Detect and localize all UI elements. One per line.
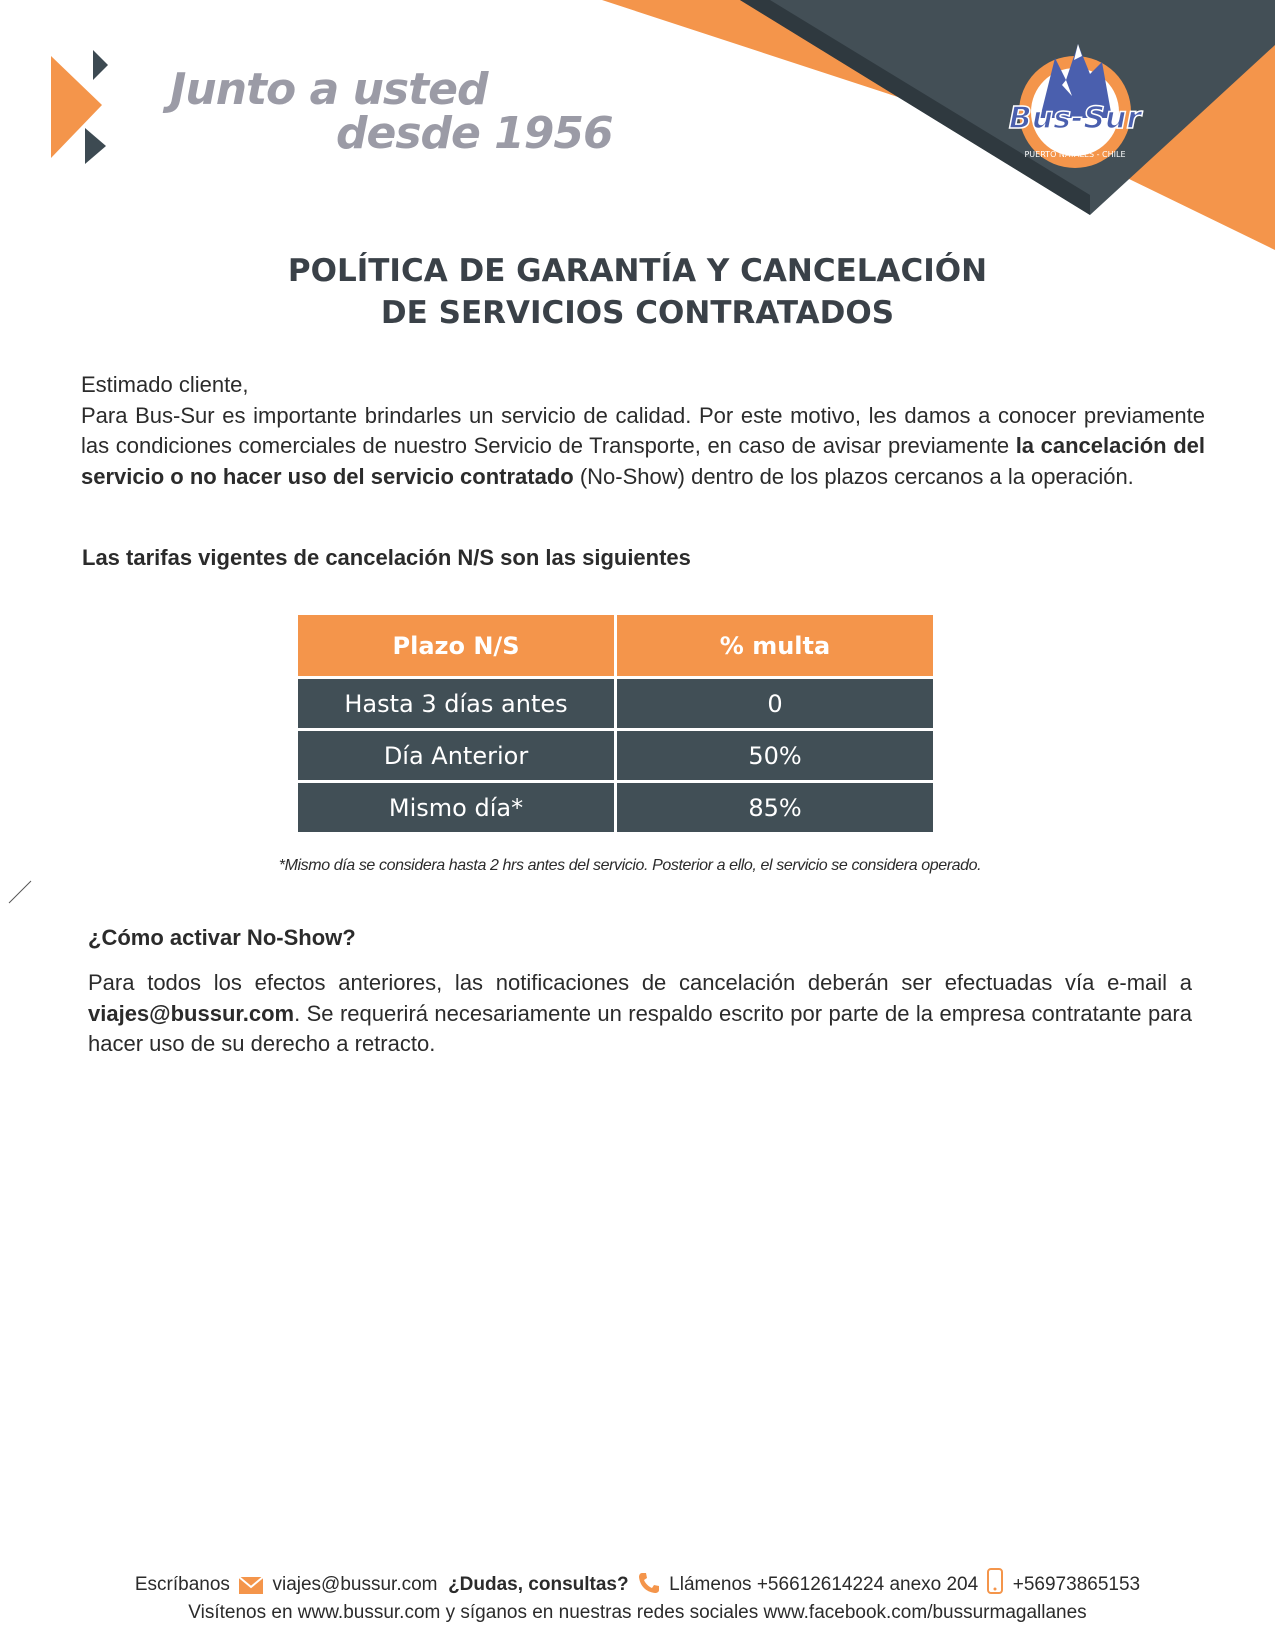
noshow-paragraph (88, 968, 1192, 1060)
table-row (298, 783, 933, 832)
cell-multa: 0 (617, 679, 933, 728)
title-line2: DE SERVICIOS CONTRATADOS (380, 295, 895, 331)
column-header-plazo: Plazo N/S (298, 615, 614, 676)
footer-questions: ¿Dudas, consultas? (448, 1574, 629, 1595)
tarifas-table (295, 612, 936, 835)
table-footnote: *Mismo día se considera hasta 2 hrs antes del servicio. Posterior a ello, el servicio se considera operado. (278, 857, 982, 874)
dark-triangle-top (93, 50, 108, 80)
cell-plazo: Hasta 3 días antes (298, 679, 614, 728)
dark-triangle-bottom (85, 128, 106, 164)
cell-multa: 50% (617, 731, 933, 780)
footer-mobile[interactable]: +56973865153 (1012, 1574, 1141, 1595)
column-header-multa: % multa (617, 615, 933, 676)
greeting: Estimado cliente, (81, 372, 249, 397)
title-line1: POLÍTICA DE GARANTÍA Y CANCELACIÓN (287, 253, 988, 289)
table-row (298, 731, 933, 780)
footer-contact-line (0, 1568, 1275, 1599)
footer-social-line: Visítenos en www.bussur.com y síganos en nuestras redes sociales www.facebook.com/bussurmagallanes (188, 1602, 1087, 1623)
tarifas-heading: Las tarifas vigentes de cancelación N/S son las siguientes (82, 545, 691, 570)
footer-email-link[interactable]: viajes@bussur.com (272, 1574, 438, 1595)
tagline (170, 64, 613, 159)
page-title (0, 250, 1275, 334)
footer-write-label: Escríbanos (134, 1574, 230, 1595)
logo-subtext: PUERTO NATALES - CHILE (1024, 150, 1126, 159)
tagline-line1: Junto a usted (170, 64, 488, 115)
cell-plazo: Día Anterior (298, 731, 614, 780)
noshow-email-link[interactable]: viajes@bussur.com (88, 1000, 295, 1026)
cell-multa: 85% (617, 783, 933, 832)
envelope-icon (239, 1577, 263, 1594)
mobile-phone-icon (987, 1568, 1003, 1594)
table-row (298, 679, 933, 728)
noshow-text-b: . Se requerirá necesariamente un respaldo escrito por parte de la empresa contratante para hacer uso de su derecho a retracto. (88, 1000, 1192, 1056)
phone-icon (638, 1572, 660, 1594)
noshow-text-a: Para todos los efectos anteriores, las notificaciones de cancelación deberán ser efectuadas vía e-mail a (88, 970, 1192, 995)
table-header-row (298, 615, 933, 676)
intro-text-b: (No-Show) dentro de los plazos cercanos a la operación. (573, 463, 1134, 489)
intro-paragraph (81, 370, 1205, 492)
decorative-line (8, 880, 32, 904)
noshow-title: ¿Cómo activar No-Show? (88, 925, 356, 950)
footer (0, 1568, 1275, 1627)
logo-text: Bus-Sur (1008, 101, 1142, 136)
intro-text-a: Para Bus-Sur es importante brindarles un servicio de calidad. Por este motivo, les damos a conocer previamente las condiciones comerciales de nuestro Servicio de Transporte, en caso de avisar previamente (81, 402, 1205, 458)
tagline-line2: desde 1956 (336, 108, 613, 159)
intro-text-bold: la cancelación del servicio o no hacer uso del servicio contratado (81, 433, 1206, 489)
footer-phone[interactable]: Llámenos +56612614224 anexo 204 (669, 1574, 979, 1595)
cell-plazo: Mismo día* (298, 783, 614, 832)
